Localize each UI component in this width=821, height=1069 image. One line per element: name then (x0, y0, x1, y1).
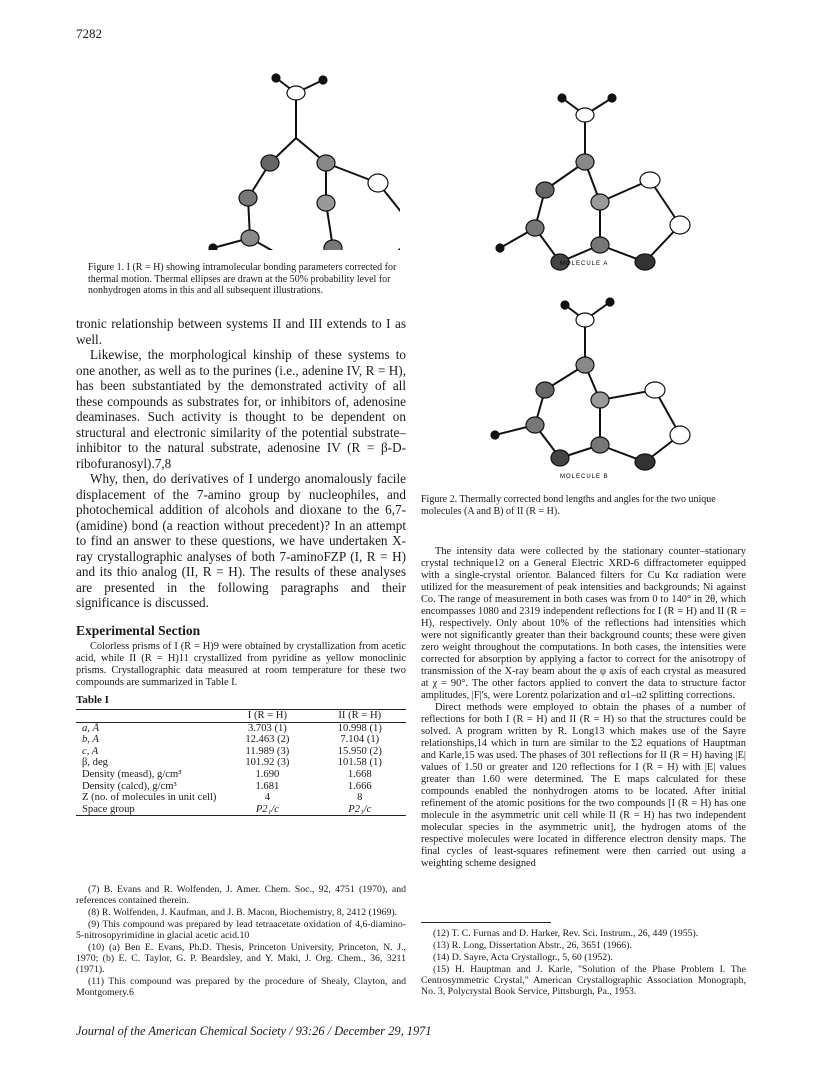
footnote: (10) (a) Ben E. Evans, Ph.D. Thesis, Princeton University, Princeton, N. J., 1970; (b) E. C. Taylor, G. P. Beardsley, and Y. Maki, J. Org. Chem., 36, 3211 (1971). (76, 942, 406, 975)
experimental-text: Colorless prisms of I (R = H)9 were obtained by crystallization from acetic acid, while II (R = H)11 crystallized from pyridine as yellow monoclinic prisms. Crystallographic data measured at room temperature for these two compounds are summarized in Table I. (76, 640, 406, 688)
table-header: II (R = H) (338, 710, 382, 721)
footnotes-left (76, 884, 406, 999)
footnotes-right (421, 928, 746, 998)
footnote: (12) T. C. Furnas and D. Harker, Rev. Sci. Instrum., 26, 449 (1955). (433, 928, 699, 939)
footnote: (11) This compound was prepared by the procedure of Shealy, Clayton, and Montgomery.6 (76, 976, 406, 998)
table-row: Z (no. of molecules in unit cell) 4 8 (82, 792, 363, 804)
footnote: (15) H. Hauptman and J. Karle, "Solution of the Phase Problem I. The Centrosymmetric Crystal," American Crystallographic Association Monograph, No. 3, Polycrystal Book Service, Pittsburgh, Pa., 1953. (421, 964, 746, 997)
footnote: (13) R. Long, Dissertation Abstr., 26, 3651 (1966). (433, 940, 632, 951)
figure-2-caption: Figure 2. Thermally corrected bond lengths and angles for the two unique molecules (A and B) of II (R = H). (421, 494, 716, 517)
table-header: I (R = H) (247, 710, 287, 721)
paragraph-direct-methods: Direct methods were employed to obtain the phases of a number of reflections for both I (R = H) and II (R = H) so that the structures could be solved. A program written by R. Long13 which makes use of the Sayre relationships,14 which in turn are similar to the Σ2 equations of Hauptman and Karle,15 was used. The phases of 301 reflections for II (R = H) having |E| values of 1.50 or greater and 120 reflections for I (R = H) with |E| values greater than 1.60 were determined. The E maps calculated for these compounds enabled the nonhydrogen atoms to be located. After initial refinement of the atomic positions for the two compounds [I (R = H) has one molecule in the asymmetric unit cell while II (R = H) has two independent molecular species in the asymmetric unit], the hydrogen atoms of the respective molecules were located in difference electron density maps. The final cycles of least-squares refinement were then carried out using a weighting scheme designed (421, 702, 746, 869)
footnote-rule (421, 922, 551, 923)
left-column (76, 316, 406, 689)
experimental-heading: Experimental Section (76, 622, 201, 638)
molecule-a-label: MOLECULE A (560, 261, 609, 267)
table-1-title: Table I (76, 694, 109, 706)
journal-footer: Journal of the American Chemical Society / 93:26 / December 29, 1971 (76, 1024, 432, 1038)
paragraph-2: Likewise, the morphological kinship of these systems to one another, as well as to the purines (i.e., adenine IV, R = H), has been substantiated by the demonstrated activity of all these compounds as substrates for, or inhibitors of, adenosine deaminases. Such activity is thought to be dependent on structural and electronic similarity of the potential substrate–inhibitor to the natural substrate, adenosine IV (R = β-D-ribofuranosyl).7,8 (76, 347, 406, 471)
figure-2-structures (470, 40, 730, 480)
footnote: (7) B. Evans and R. Wolfenden, J. Amer. Chem. Soc., 92, 4751 (1970), and references contained therein. (76, 884, 406, 906)
paragraph-3: Why, then, do derivatives of I undergo anomalously facile displacement of the 7-amino group by nucleophiles, and photochemical addition of alcohols and dioxane to the 6,7-(amidine) bond (a reaction without precedent)? In an attempt to find an answer to these questions, we have undertaken X-ray crystallographic analyses of both 7-aminoFZP (I, R = H) and its thio analog (II, R = H). The results of these analyses are presented in the following paragraphs and their significance is discussed. (76, 471, 406, 610)
footnote: (14) D. Sayre, Acta Crystallogr., 5, 60 (1952). (433, 952, 613, 963)
table-row: Space group P2₁/c P2₁/c (76, 804, 406, 816)
table-1-grid (76, 710, 406, 816)
table-row: b, A 12.463 (2) 7.104 (1) (82, 734, 380, 746)
right-column (421, 546, 746, 870)
paragraph-1: tronic relationship between systems II and III extends to I as well. (76, 316, 406, 347)
table-row: Density (calcd), g/cm³ 1.681 1.666 (82, 780, 372, 792)
paragraph-intensity: The intensity data were collected by the stationary counter–stationary crystal technique12 on a General Electric XRD-6 diffractometer equipped with a single-crystal orientor. Balanced filters for Cu Kα radiation were utilized for the measurement of peak intensities and backgrounds; Ni against Co. The range of measurement in both cases was from 0 to 140° in 2θ, which encompasses 1080 and 2319 independent reflections for I (R = H) and II (R = H), respectively. Only about 10% of the reflections had intensities which were not significantly greater than their background counts; these were given zero weight throughout the computations. In both cases, the intensities were corrected for absorption by applying a factor to correct for the anisotropy of transmission of the X-ray beam about the φ axis of each crystal as measured at χ = 90°. The other factors applied to convert the data to structure factor amplitudes, |F|'s, were Lorentz polarization and α1–α2 splitting corrections. (421, 546, 746, 701)
table-row: Density (measd), g/cm³ 1.690 1.668 (82, 768, 372, 780)
footnote: (8) R. Wolfenden, J. Kaufman, and J. B. Macon, Biochemistry, 8, 2412 (1969). (88, 907, 398, 918)
table-1 (76, 694, 406, 816)
table-row: β, deg 101.92 (3) 101.58 (1) (82, 757, 382, 769)
figure-1-structure (88, 38, 400, 250)
figure-1-caption: Figure 1. I (R = H) showing intramolecular bonding parameters corrected for thermal motion. Thermal ellipses are drawn at the 50% probability level for nonhydrogen atoms in this and all subsequent illustrations. (88, 262, 397, 296)
table-row: a, Å 3.703 (1) 10.998 (1) (82, 722, 382, 734)
footnote: (9) This compound was prepared by lead tetraacetate oxidation of 4,6-diamino-5-nitrosopyrimidine in glacial acetic acid.10 (76, 919, 406, 941)
table-header (76, 710, 221, 722)
molecule-b-label: MOLECULE B (560, 474, 609, 480)
page-number: 7282 (76, 26, 102, 41)
table-row: c, A 11.989 (3) 15.950 (2) (82, 745, 382, 757)
